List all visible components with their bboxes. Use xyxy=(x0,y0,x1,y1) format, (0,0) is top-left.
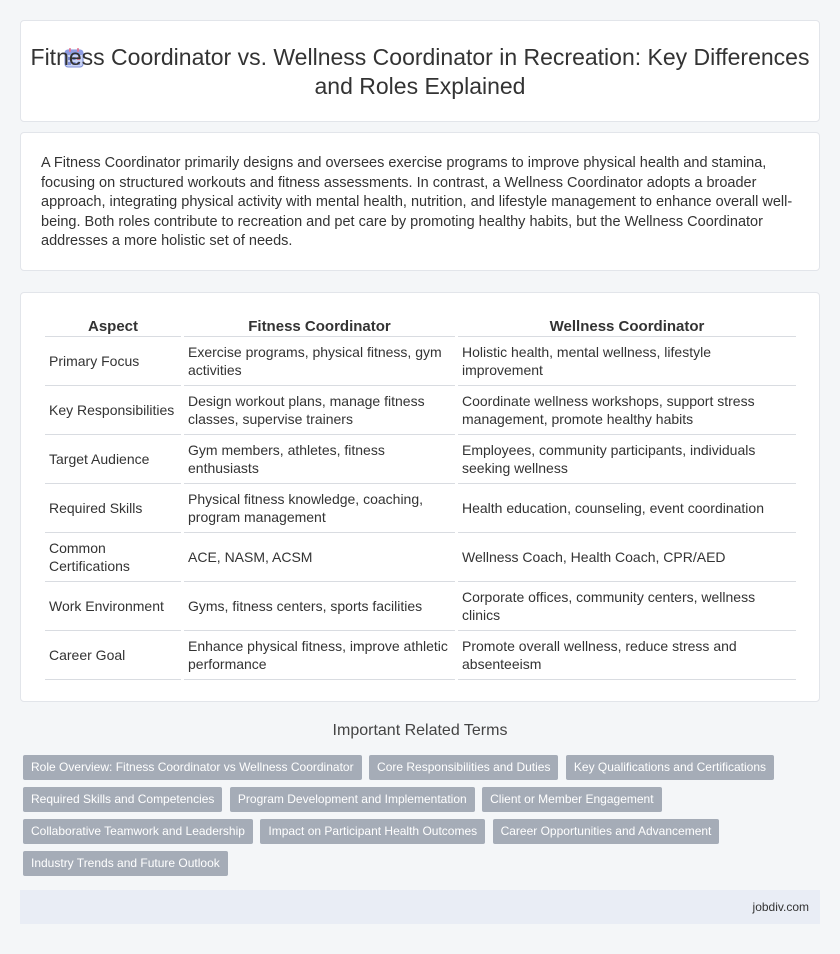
row-aspect: Common Certifications xyxy=(45,533,181,582)
row-wellness: Promote overall wellness, reduce stress and absenteeism xyxy=(458,631,796,680)
table-row xyxy=(45,582,796,631)
table-row xyxy=(45,386,796,435)
table-row xyxy=(45,337,796,386)
table-row xyxy=(45,631,796,680)
page-title: Fitness Coordinator vs. Wellness Coordinator in Recreation: Key Differences and Roles Explained xyxy=(30,44,810,99)
row-aspect: Key Responsibilities xyxy=(45,386,181,435)
related-term-tag[interactable]: Impact on Participant Health Outcomes xyxy=(260,819,485,844)
row-aspect: Target Audience xyxy=(45,435,181,484)
intro-paragraph: A Fitness Coordinator primarily designs and oversees exercise programs to improve physical health and stamina, focusing on structured workouts and fitness assessments. In contrast, a Wellness Coordinator adopts a broader approach, integrating physical activity with mental health, nutrition, and lifestyle management to enhance overall well-being. Both roles contribute to recreation and pet care by promoting healthy habits, but the Wellness Coordinator addresses a more holistic set of needs. xyxy=(41,155,793,249)
table-row xyxy=(45,484,796,533)
related-term-tag[interactable]: Required Skills and Competencies xyxy=(23,787,222,812)
table-row xyxy=(45,533,796,582)
row-fitness: Enhance physical fitness, improve athletic performance xyxy=(184,631,455,680)
related-term-tag[interactable]: Collaborative Teamwork and Leadership xyxy=(23,819,253,844)
footer-site-link[interactable]: jobdiv.com xyxy=(752,900,809,914)
row-fitness: Gyms, fitness centers, sports facilities xyxy=(184,582,455,631)
row-fitness: Physical fitness knowledge, coaching, program management xyxy=(184,484,455,533)
table-header-row xyxy=(45,315,796,337)
related-term-tag[interactable]: Client or Member Engagement xyxy=(482,787,661,812)
related-terms-list xyxy=(23,755,813,883)
intro-card xyxy=(20,132,820,271)
header-fitness: Fitness Coordinator xyxy=(184,315,455,337)
table-row xyxy=(45,435,796,484)
footer xyxy=(20,890,820,924)
row-fitness: Gym members, athletes, fitness enthusiasts xyxy=(184,435,455,484)
row-aspect: Required Skills xyxy=(45,484,181,533)
row-fitness: ACE, NASM, ACSM xyxy=(184,533,455,582)
header-card xyxy=(20,20,820,122)
related-term-tag[interactable]: Industry Trends and Future Outlook xyxy=(23,851,228,876)
related-term-tag[interactable]: Role Overview: Fitness Coordinator vs Wellness Coordinator xyxy=(23,755,362,780)
related-term-tag[interactable]: Career Opportunities and Advancement xyxy=(493,819,720,844)
header-wellness: Wellness Coordinator xyxy=(458,315,796,337)
related-term-tag[interactable]: Program Development and Implementation xyxy=(230,787,475,812)
row-wellness: Employees, community participants, individuals seeking wellness xyxy=(458,435,796,484)
row-wellness: Corporate offices, community centers, wellness clinics xyxy=(458,582,796,631)
row-aspect: Career Goal xyxy=(45,631,181,680)
row-fitness: Design workout plans, manage fitness classes, supervise trainers xyxy=(184,386,455,435)
comparison-table-card xyxy=(20,292,820,702)
related-term-tag[interactable]: Core Responsibilities and Duties xyxy=(369,755,558,780)
related-term-tag[interactable]: Key Qualifications and Certifications xyxy=(566,755,774,780)
comparison-table xyxy=(42,315,799,680)
row-fitness: Exercise programs, physical fitness, gym activities xyxy=(184,337,455,386)
row-aspect: Primary Focus xyxy=(45,337,181,386)
row-wellness: Coordinate wellness workshops, support stress management, promote healthy habits xyxy=(458,386,796,435)
related-terms-title: Important Related Terms xyxy=(332,722,508,739)
row-wellness: Health education, counseling, event coordination xyxy=(458,484,796,533)
header-aspect: Aspect xyxy=(45,315,181,337)
row-aspect: Work Environment xyxy=(45,582,181,631)
row-wellness: Wellness Coach, Health Coach, CPR/AED xyxy=(458,533,796,582)
row-wellness: Holistic health, mental wellness, lifestyle improvement xyxy=(458,337,796,386)
